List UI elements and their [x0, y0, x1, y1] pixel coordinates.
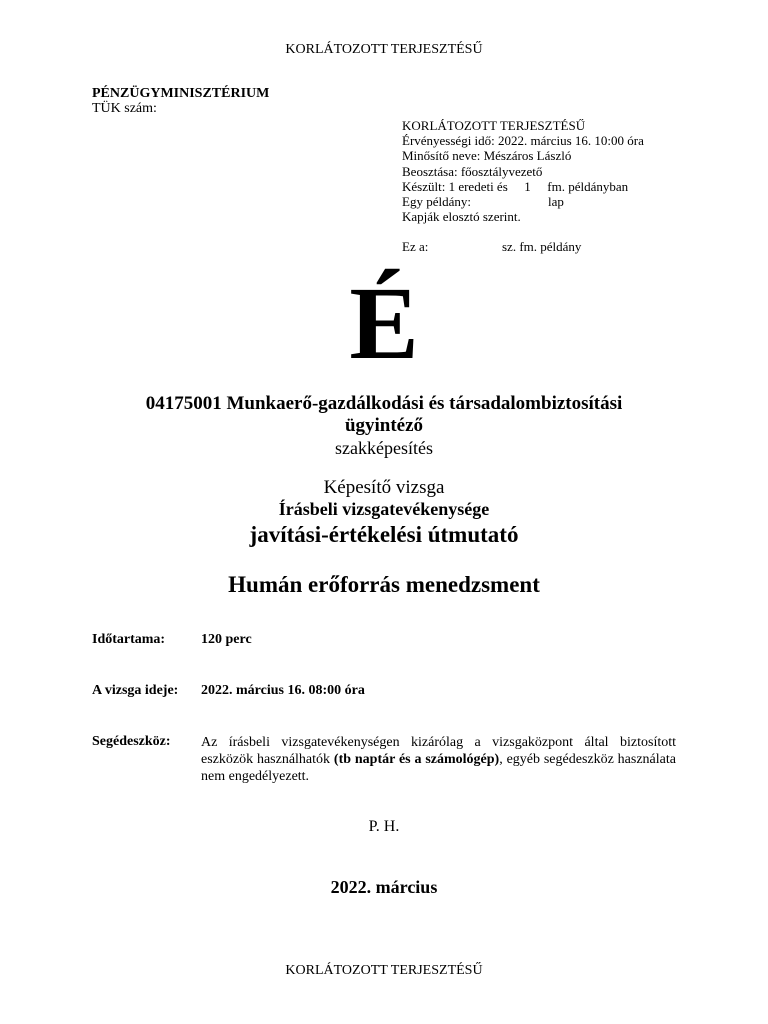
meta-made-a: Készült: 1 eredeti és [402, 178, 508, 194]
exam-subject: Humán erőforrás menedzsment [228, 572, 540, 597]
exam-type: Képesítő vizsga [323, 477, 445, 498]
tools-text-bold: (tb naptár és a számológép) [333, 752, 500, 767]
meta-validity: Érvényességi idő: 2022. március 16. 10:00 óra [402, 133, 644, 149]
document-date: 2022. március [330, 877, 438, 897]
guide-title: javítási-értékelési útmutató [249, 522, 519, 547]
meta-copies-made [402, 179, 732, 194]
qualification-subtitle: szakképesítés [335, 438, 433, 458]
tuk-number-label: TÜK szám: [92, 101, 157, 116]
exam-level-letter: É [349, 266, 419, 381]
ministry-name: PÉNZÜGYMINISZTÉRIUM [92, 86, 270, 101]
stamp-placeholder: P. H. [368, 818, 400, 835]
duration-label: Időtartama: [92, 632, 166, 647]
meta-distribution: Kapják elosztó szerint. [402, 209, 521, 225]
exam-date-label: A vizsga ideje: [92, 683, 179, 698]
meta-classifier: Minősítő neve: Mészáros László [402, 148, 572, 164]
tools-text-1: Az írásbeli vizsgatevékenységen kizárólag a vizsgaközpont által biztosított eszközök használhatók [201, 735, 676, 767]
meta-copy-a: Egy példány: [402, 194, 471, 210]
classification-meta-block [402, 118, 732, 255]
meta-made-b: 1 [524, 178, 531, 194]
meta-restriction-notice: KORLÁTOZOTT TERJESZTÉSŰ [402, 118, 586, 133]
tools-description [201, 734, 676, 785]
ministry-block [92, 86, 269, 116]
header-restriction-notice: KORLÁTOZOTT TERJESZTÉSŰ [285, 42, 483, 57]
meta-made-c: fm. példányban [547, 178, 629, 194]
exam-date-value: 2022. március 16. 08:00 óra [201, 683, 365, 698]
footer-restriction-notice: KORLÁTOZOTT TERJESZTÉSŰ [285, 963, 483, 978]
qualification-title-line1: 04175001 Munkaerő-gazdálkodási és társadalombiztosítási [145, 393, 623, 414]
exam-part: Írásbeli vizsgatevékenysége [278, 499, 490, 519]
qualification-title-line2: ügyintéző [344, 415, 424, 436]
meta-position: Beosztása: főosztályvezető [402, 163, 543, 179]
meta-this-b: sz. fm. példány [502, 239, 582, 255]
qualification-title [0, 393, 768, 437]
meta-this-copy [402, 239, 732, 254]
meta-this-a: Ez a: [402, 239, 429, 255]
meta-copy-pages [402, 194, 732, 209]
tools-label: Segédeszköz: [92, 734, 171, 749]
tools-text-2: , egyéb segédeszköz használata nem engedélyezett. [201, 752, 676, 784]
duration-value: 120 perc [201, 632, 252, 647]
meta-copy-b: lap [548, 194, 564, 210]
